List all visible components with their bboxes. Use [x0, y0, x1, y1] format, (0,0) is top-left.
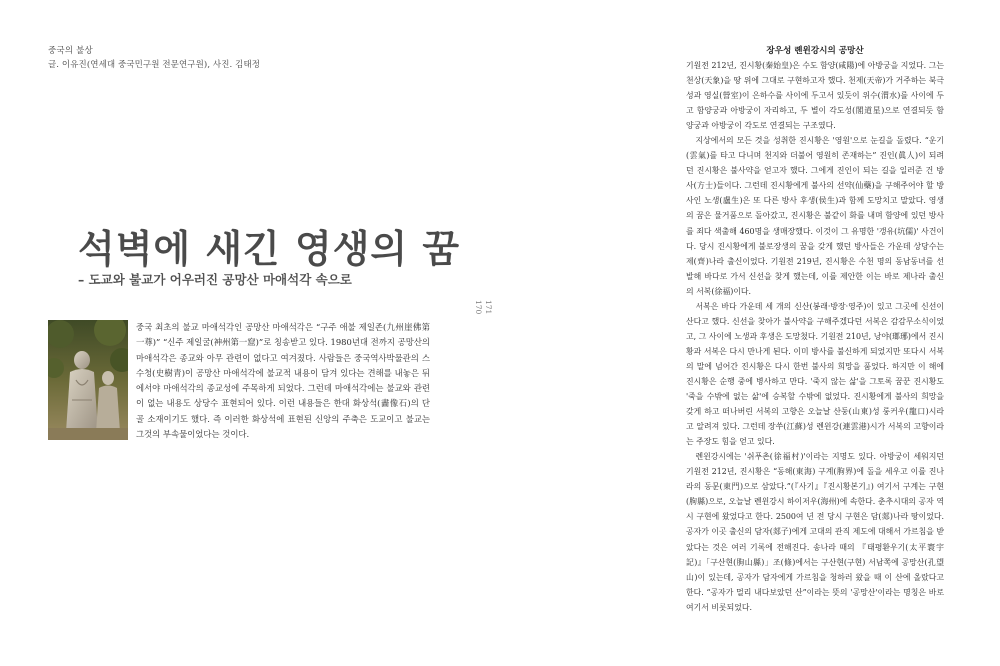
body-paragraph: 롄윈강시에는 '쉬푸촌(徐福村)'이라는 지명도 있다. 아방궁이 세워지던 기원전 212년, 진시황은 “동해(東海) 구계(朐界)에 돌을 세우고 이를 진나라의 동문(東門)으로 삼았다.”(『사기』『진시황본기』) 여기서 구계는 구현(朐縣)으로, 오늘날 롄윈강시 하이저우(海州)에 속한다. 춘추시대의 공자 역시 구현에 왔었다고 한다. 2500여 년 전 당시 구현은 담(郯)나라 땅이었다. 공자가 이곳 출신의 담자(郯子)에게 고대의 관직 제도에 대해서 가르침을 받았다는 것은 여러 기록에 전해진다. 송나라 때의 『태평환우기(太平寰宇記)』「구산현(朐山縣)」조(條)에서는 구산현(구현) 서남쪽에 공망산(孔望山)이 있는데, 공자가 담자에게 가르침을 청하러 왔을 때 이 산에 올랐다고 한다. “공자가 멀리 내다보았던 산”이라는 뜻의 '공망산'이라는 명칭은 바로 여기서 비롯되었다. — [686, 452, 944, 612]
body-paragraph: 서복은 바다 가운데 세 개의 신산(봉래·방장·영주)이 있고 그곳에 신선이 산다고 했다. 신선을 찾아가 불사약을 구해주겠다던 서복은 감감무소식이었고, 그 사이에 노생과 후생은 도망쳤다. 기원전 210년, 낭야(瑯琊)에서 진시황과 서복은 다시 만나게 된다. 이미 방사를 불신하게 되었지만 또다시 서복의 말에 넘어간 진시황은 다시 한번 불사의 희망을 품었다. 하지만 이 해에 진시황은 순행 중에 병사하고 만다. '죽지 않는 삶'을 그토록 꿈꾼 진시황도 '죽을 수밖에 없는 삶'에 승복할 수밖에 없었다. 진시황에게 불사의 희망을 갖게 하고 떠나버린 서복의 고향은 오늘날 산둥(山東)성 룽커우(龍口)시라고 알려져 있다. 그런데 장쑤(江蘇)성 롄윈강(連雲港)시가 서복의 고향이라는 주장도 힘을 얻고 있다. — [686, 301, 944, 447]
body-paragraph: 지상에서의 모든 것을 성취한 진시황은 '영원'으로 눈길을 돌렸다. “운기(雲氣)를 타고 다니며 천지와 더불어 영원히 존재하는” 진인(眞人)이 되려던 진시황은 불사약을 얻고자 했다. 그에게 진인이 되는 길을 일러준 건 방사(方士)들이다. 그런데 진시황에게 불사의 선약(仙藥)을 구해주어야 할 방사인 노생(盧生)은 또 다른 방사 후생(侯生)과 함께 도망치고 말았다. 영생의 꿈은 물거품으로 돌아갔고, 진시황은 불같이 화를 내며 함양에 있던 방사를 죄다 색출해 460명을 생매장했다. 이것이 그 유명한 '갱유(坑儒)' 사건이다. 당시 진시황에게 불로장생의 꿈을 갖게 했던 방사들은 가운데 상당수는 제(齊)나라 출신이었다. 기원전 219년, 진시황은 수천 명의 동남동녀를 선발해 바다로 가서 신선을 찾게 했는데, 이를 제안한 이는 바로 제나라 출신의 서복(徐福)이다. — [686, 136, 944, 296]
page-number-left: 170 — [474, 300, 483, 315]
body-text — [686, 58, 944, 615]
intro-text: 중국 최초의 불교 마애석각인 공망산 마애석각은 “구주 애불 제일존(九州崖佛第一尊)” “신주 제일굴(神州第一窟)”로 칭송받고 있다. 1980년대 전까지 공망산의 마애석각은 종교와 아무 관련이 없다고 여겨졌다. 사람들은 중국역사박물관의 스수청(史樹青)이 공망산 마애석각에 불교적 내용이 담겨 있다는 견해를 내놓은 뒤에서야 마애석각의 종교성에 주목하게 되었다. 그런데 마애석각에는 불교와 관련이 없는 내용도 상당수 표현되어 있다. 이런 내용들은 한대 화상석(畵像石)의 단골 소재이기도 했다. 즉 이러한 화상석에 표현된 신앙의 주축은 도교이고 불교는 그것의 부속물이었다는 것이다. — [136, 322, 430, 440]
stone-buddha-photo — [48, 320, 128, 440]
right-page — [500, 0, 1000, 666]
article-subtitle: – 도교와 불교가 어우러진 공망산 마애석각 속으로 — [78, 272, 352, 287]
article-title: 석벽에 새긴 영생의 꿈 — [78, 227, 461, 271]
section-label: 중국의 불상 — [48, 46, 93, 56]
stone-statue-icon — [48, 320, 128, 440]
byline: 글. 이유진(연세대 중국민구원 전문연구원), 사진. 김태정 — [48, 60, 261, 70]
page-number-right: 171 — [484, 300, 493, 315]
body-paragraph: 기원전 212년, 진시황(秦始皇)은 수도 함양(咸陽)에 아방궁을 지었다. 그는 천상(天象)을 땅 위에 그대로 구현하고자 했다. 천제(天帝)가 거주하는 북극성과 영실(營室)이 은하수를 사이에 두고서 있듯이 위수(渭水)를 사이에 두고 함양궁과 아방궁이 자리하고, 두 별이 각도성(閣道星)으로 연결되듯 함양궁과 아방궁이 각도로 연결되는 구조였다. — [686, 61, 944, 131]
section-heading: 장우성 롄윈강시의 공망산 — [766, 46, 864, 56]
